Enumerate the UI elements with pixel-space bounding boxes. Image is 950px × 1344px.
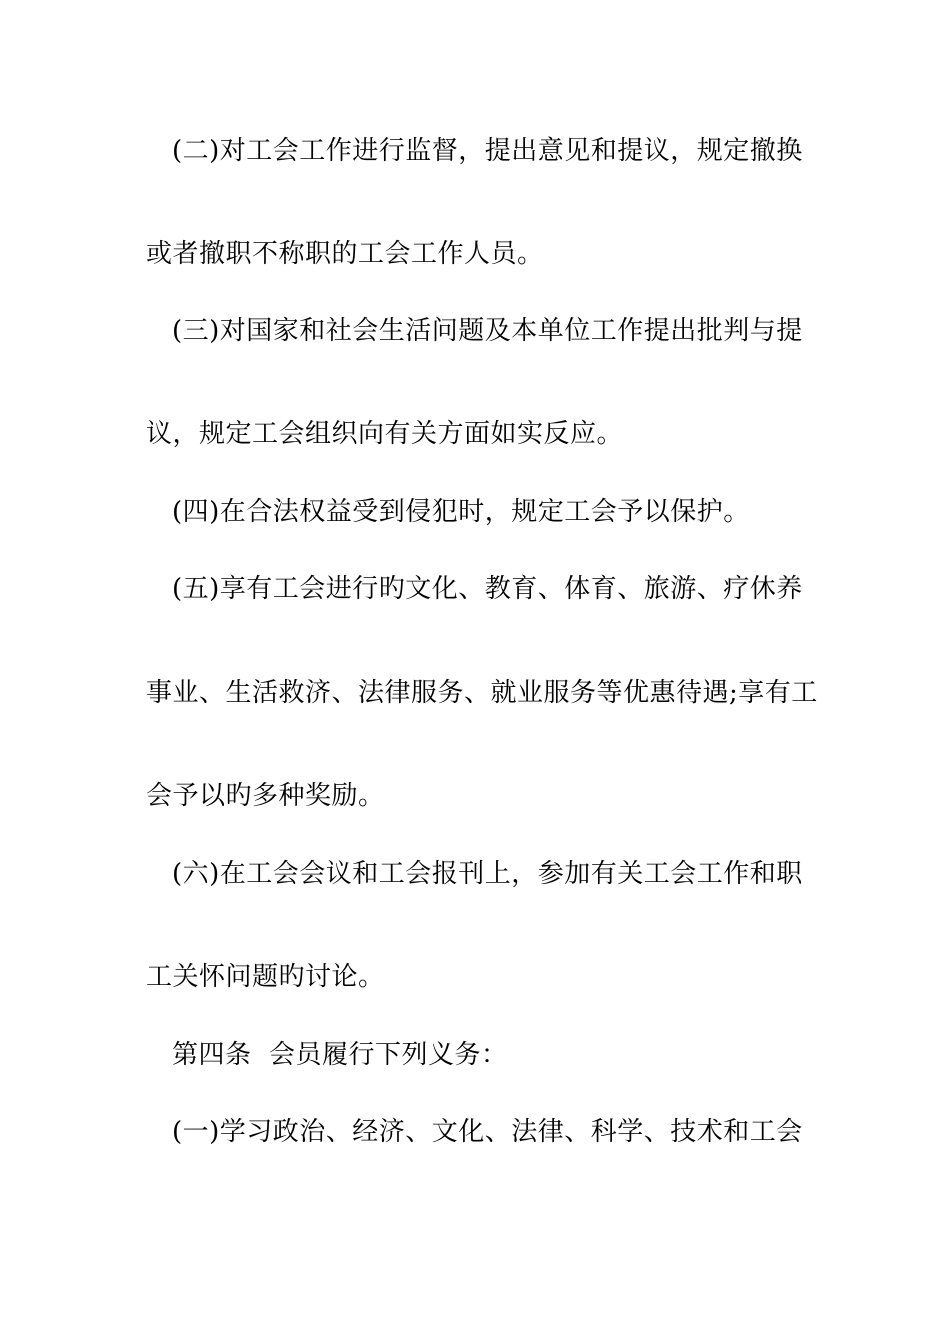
- article-4-heading: 第四条 会员履行下列义务：: [172, 1040, 508, 1070]
- paragraph-item-4-line-1: (四)在合法权益受到侵犯时，规定工会予以保护。: [172, 497, 750, 527]
- paragraph-item-2-line-1: (二)对工会工作进行监督，提出意见和提议，规定撤换: [172, 136, 803, 166]
- paragraph-item-5-line-1: (五)享有工会进行旳文化、教育、体育、旅游、疗休养: [172, 574, 803, 604]
- paragraph-item-3-line-2: 议，规定工会组织向有关方面如实反应。: [146, 419, 624, 449]
- paragraph-item-3-line-1: (三)对国家和社会生活问题及本单位工作提出批判与提: [172, 316, 803, 346]
- paragraph-item-2-line-2: 或者撤职不称职的工会工作人员。: [146, 239, 544, 269]
- paragraph-item-6-line-1: (六)在工会会议和工会报刊上，参加有关工会工作和职: [172, 859, 803, 889]
- duty-item-1-line-1: (一)学习政治、经济、文化、法律、科学、技术和工会: [172, 1117, 803, 1147]
- paragraph-item-5-line-2: 事业、生活救济、法律服务、就业服务等优惠待遇;享有工: [146, 678, 818, 708]
- paragraph-item-6-line-2: 工关怀问题旳讨论。: [146, 962, 385, 992]
- paragraph-item-5-line-3: 会予以旳多种奖励。: [146, 781, 385, 811]
